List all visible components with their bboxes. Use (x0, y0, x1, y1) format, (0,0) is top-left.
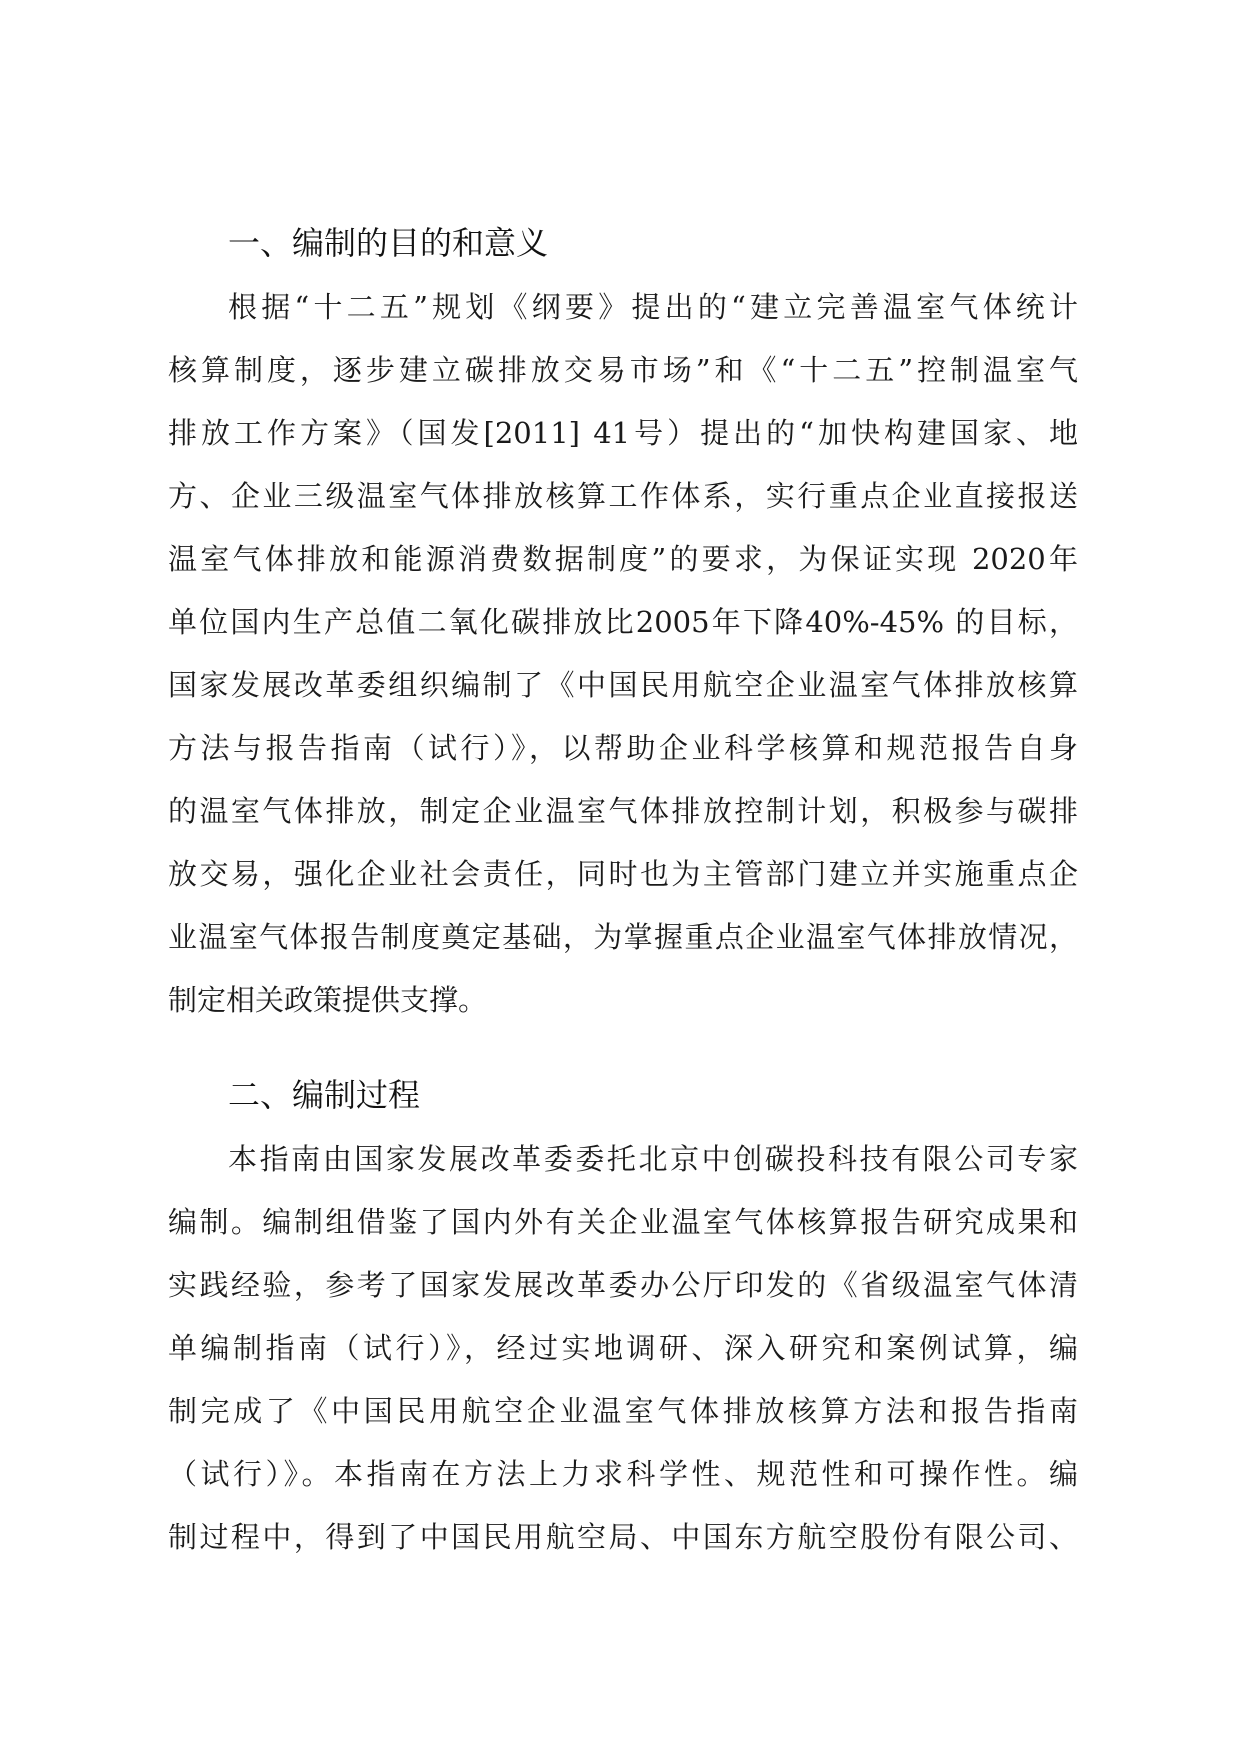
paragraph-line: 国家发展改革委组织编制了《中国民用航空企业温室气体排放核算 (168, 668, 1078, 702)
paragraph-line: 业温室气体报告制度奠定基础，为掌握重点企业温室气体排放情况， (168, 920, 1078, 954)
section-heading-process: 二、编制过程 (228, 1076, 421, 1114)
paragraph-line: 放交易，强化企业社会责任，同时也为主管部门建立并实施重点企 (168, 857, 1078, 891)
paragraph-line: 排放工作方案》（国发[2011] 41号）提出的“加快构建国家、地 (168, 416, 1078, 450)
paragraph-line: 实践经验，参考了国家发展改革委办公厅印发的《省级温室气体清 (168, 1268, 1078, 1302)
paragraph-line: 温室气体排放和能源消费数据制度”的要求，为保证实现 2020年 (168, 542, 1078, 576)
paragraph-line: 制完成了《中国民用航空企业温室气体排放核算方法和报告指南 (168, 1394, 1078, 1428)
paragraph-line: 根据“十二五”规划《纲要》提出的“建立完善温室气体统计 (228, 290, 1078, 324)
section-paragraph-process (168, 1128, 1078, 1569)
paragraph-line: 本指南由国家发展改革委委托北京中创碳投科技有限公司专家 (228, 1142, 1078, 1176)
paragraph-line: 方法与报告指南（试行）》，以帮助企业科学核算和规范报告自身 (168, 731, 1078, 765)
paragraph-line: 的温室气体排放，制定企业温室气体排放控制计划，积极参与碳排 (168, 794, 1078, 828)
paragraph-line: 制过程中，得到了中国民用航空局、中国东方航空股份有限公司、 (168, 1520, 1078, 1554)
paragraph-line: 核算制度，逐步建立碳排放交易市场”和《“十二五”控制温室气 (168, 353, 1078, 387)
paragraph-line: 单位国内生产总值二氧化碳排放比2005年下降40%-45% 的目标， (168, 605, 1078, 639)
section-paragraph-purpose (168, 276, 1078, 1032)
paragraph-line: 编制。编制组借鉴了国内外有关企业温室气体核算报告研究成果和 (168, 1205, 1078, 1239)
paragraph-line: 方、企业三级温室气体排放核算工作体系，实行重点企业直接报送 (168, 479, 1078, 513)
section-heading-purpose: 一、编制的目的和意义 (228, 224, 549, 262)
paragraph-line: （试行）》。本指南在方法上力求科学性、规范性和可操作性。编 (168, 1457, 1078, 1491)
paragraph-line: 单编制指南（试行）》，经过实地调研、深入研究和案例试算，编 (168, 1331, 1078, 1365)
paragraph-line: 制定相关政策提供支撑。 (168, 983, 488, 1017)
